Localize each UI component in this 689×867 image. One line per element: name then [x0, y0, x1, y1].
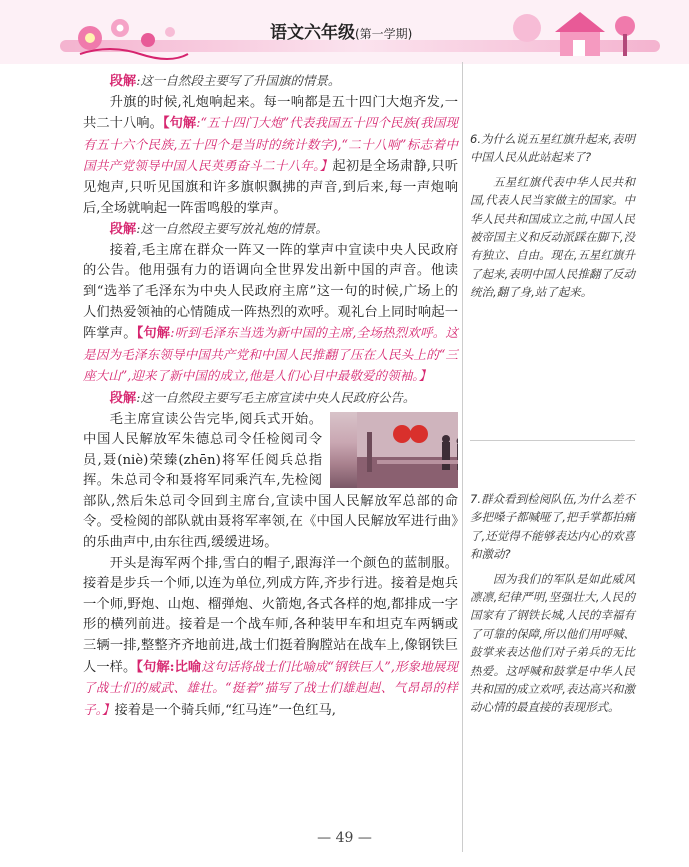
- page-number: — 49 —: [317, 830, 372, 846]
- paragraph-announcement: [83, 241, 458, 388]
- tiananmen-photo-image: [357, 412, 458, 488]
- sentence-analysis-note: :听到毛泽东当选为新中国的主席,全场热烈欢呼。这是因为毛泽东领导中国共产党和中国人民推翻了压在人民头上的“三座大山”,迎来了新中国的成立,他是人们心目中最敬爱的领袖。】: [83, 325, 459, 384]
- side-column-divider: [462, 62, 463, 852]
- salute-text-a: 升旗的时候,礼炮响起来。每一响都是五十四门大炮齐发,一共二十八响。: [83, 94, 458, 132]
- sentence-analysis-tag: 【句解: [136, 326, 171, 342]
- sentence-analysis-note: :“五十四门大炮”代表我国五十四个民族(我国现有五十六个民族,五十四个是当时的统计数字),“二十八响”标志着中国共产党领导中国人民英勇奋斗二十八年。】: [83, 115, 458, 174]
- question-7-text: 7.群众看到检阅队伍,为什么差不多把嗓子都喊哑了,把手掌都拍痛了,还觉得不能够表达内心的欢喜和激动?: [470, 492, 635, 562]
- sentence-analysis-tag: 【句解:比喻: [136, 659, 202, 675]
- paragraph-parade-troops: [83, 554, 458, 722]
- page-header: [0, 0, 689, 64]
- answer-6-text: 五星红旗代表中华人民共和国,代表人民当家做主的国家。中华人民共和国成立之前,中国人民被帝国主义和反动派踩在脚下,没有独立、自由。现在,五星红旗升了起来,表明中国人民推翻了反动统治,翻了身,站了起来。: [470, 174, 635, 300]
- paragraph-parade-start: [83, 410, 458, 554]
- paragraph-analysis-text: :这一自然段主要写了升国旗的情景。: [136, 73, 341, 88]
- side-question-7: [470, 490, 635, 717]
- paragraph-salute: [83, 93, 458, 220]
- parade-troops-text-a: 开头是海军两个排,雪白的帽子,跟海洋一个颜色的蓝制服。接着是步兵一个师,以连为单位,列成方阵,齐步行进。接着是炮兵一个师,野炮、山炮、榴弹炮、火箭炮,各式各样的炮,都排成一字形的横列前进。接着是一个战车师,各种装甲车和坦克车两辆或三辆一排,整整齐齐地前进,战士们挺着胸膛站在战车上,像钢铁巨人一样。: [83, 555, 458, 675]
- paragraph-analysis-tag: 段解: [109, 74, 137, 89]
- paragraph-analysis-2: [83, 219, 458, 241]
- book-title: [270, 18, 412, 43]
- book-title-main: 语文六年级: [270, 23, 355, 43]
- paragraph-analysis-3: [83, 388, 458, 410]
- flower-decoration-icon: [70, 10, 190, 60]
- paragraph-analysis-text: :这一自然段主要写毛主席宣读中央人民政府公告。: [136, 389, 416, 405]
- paragraph-analysis-tag: 段解: [109, 390, 137, 406]
- question-6-text: 6.为什么说五星红旗升起来,表明中国人民从此站起来了?: [470, 132, 635, 165]
- announcement-text: 接着,毛主席在群众一阵又一阵的掌声中宣读中央人民政府的公告。他用强有力的语调向全世界发出新中国的声音。他读到“选举了毛泽东为中央人民政府主席”这一句的时候,广场上的人们热爱领袖的心情随成一阵热烈的欢呼。观礼台上同时响起一阵掌声。: [83, 242, 458, 342]
- sentence-analysis-tag: 【句解: [162, 116, 197, 132]
- parade-start-text: 毛主席宣读公告完毕,阅兵式开始。中国人民解放军朱德总司令任检阅司令员,聂(niè)荣臻(zhēn)将军任阅兵总指挥。朱总司令和聂将军同乘汽车,先检阅部队,然后朱总司令回到主席台,宣读中国人民解放军总部的命令。受检阅的部队就由聂将军率领,在《中国人民解放军进行曲》的乐曲声中,由东往西,缓缓进场。: [83, 411, 458, 551]
- book-term: (第一学期): [355, 27, 413, 41]
- main-text: [83, 71, 458, 721]
- answer-7-text: 因为我们的军队是如此威风凛凛,纪律严明,坚强壮大,人民的国家有了钢铁长城,人民的幸福有了可靠的保障,所以他们用呼喊、鼓掌来表达他们对子弟兵的无比热爱。这呼喊和鼓掌是中华人民共和国的成立欢呼,表达高兴和激动心情的最直接的表现形式。: [470, 571, 635, 715]
- side-separator: [470, 440, 635, 441]
- salute-text-b: 起初是全场肃静,只听见炮声,只听见国旗和许多旗帜飘拂的声音,到后来,每一声炮响后,全场就响起一阵雷鸣般的掌声。: [83, 159, 459, 216]
- house-decoration-icon: [505, 6, 655, 62]
- tiananmen-photo: [330, 412, 458, 488]
- paragraph-analysis-text: :这一自然段主要写放礼炮的情景。: [136, 221, 328, 237]
- sentence-analysis-note: 这句话将战士们比喻成“钢铁巨人”,形象地展现了战士们的威武、雄壮。“挺着”描写了战士们雄赳赳、气昂昂的样子。】: [83, 658, 458, 717]
- paragraph-analysis-1: [83, 71, 458, 93]
- parade-troops-text-b: 接着是一个骑兵师,“红马连”一色红马,: [114, 702, 336, 718]
- paragraph-analysis-tag: 段解: [109, 222, 137, 238]
- side-question-6: [470, 130, 635, 302]
